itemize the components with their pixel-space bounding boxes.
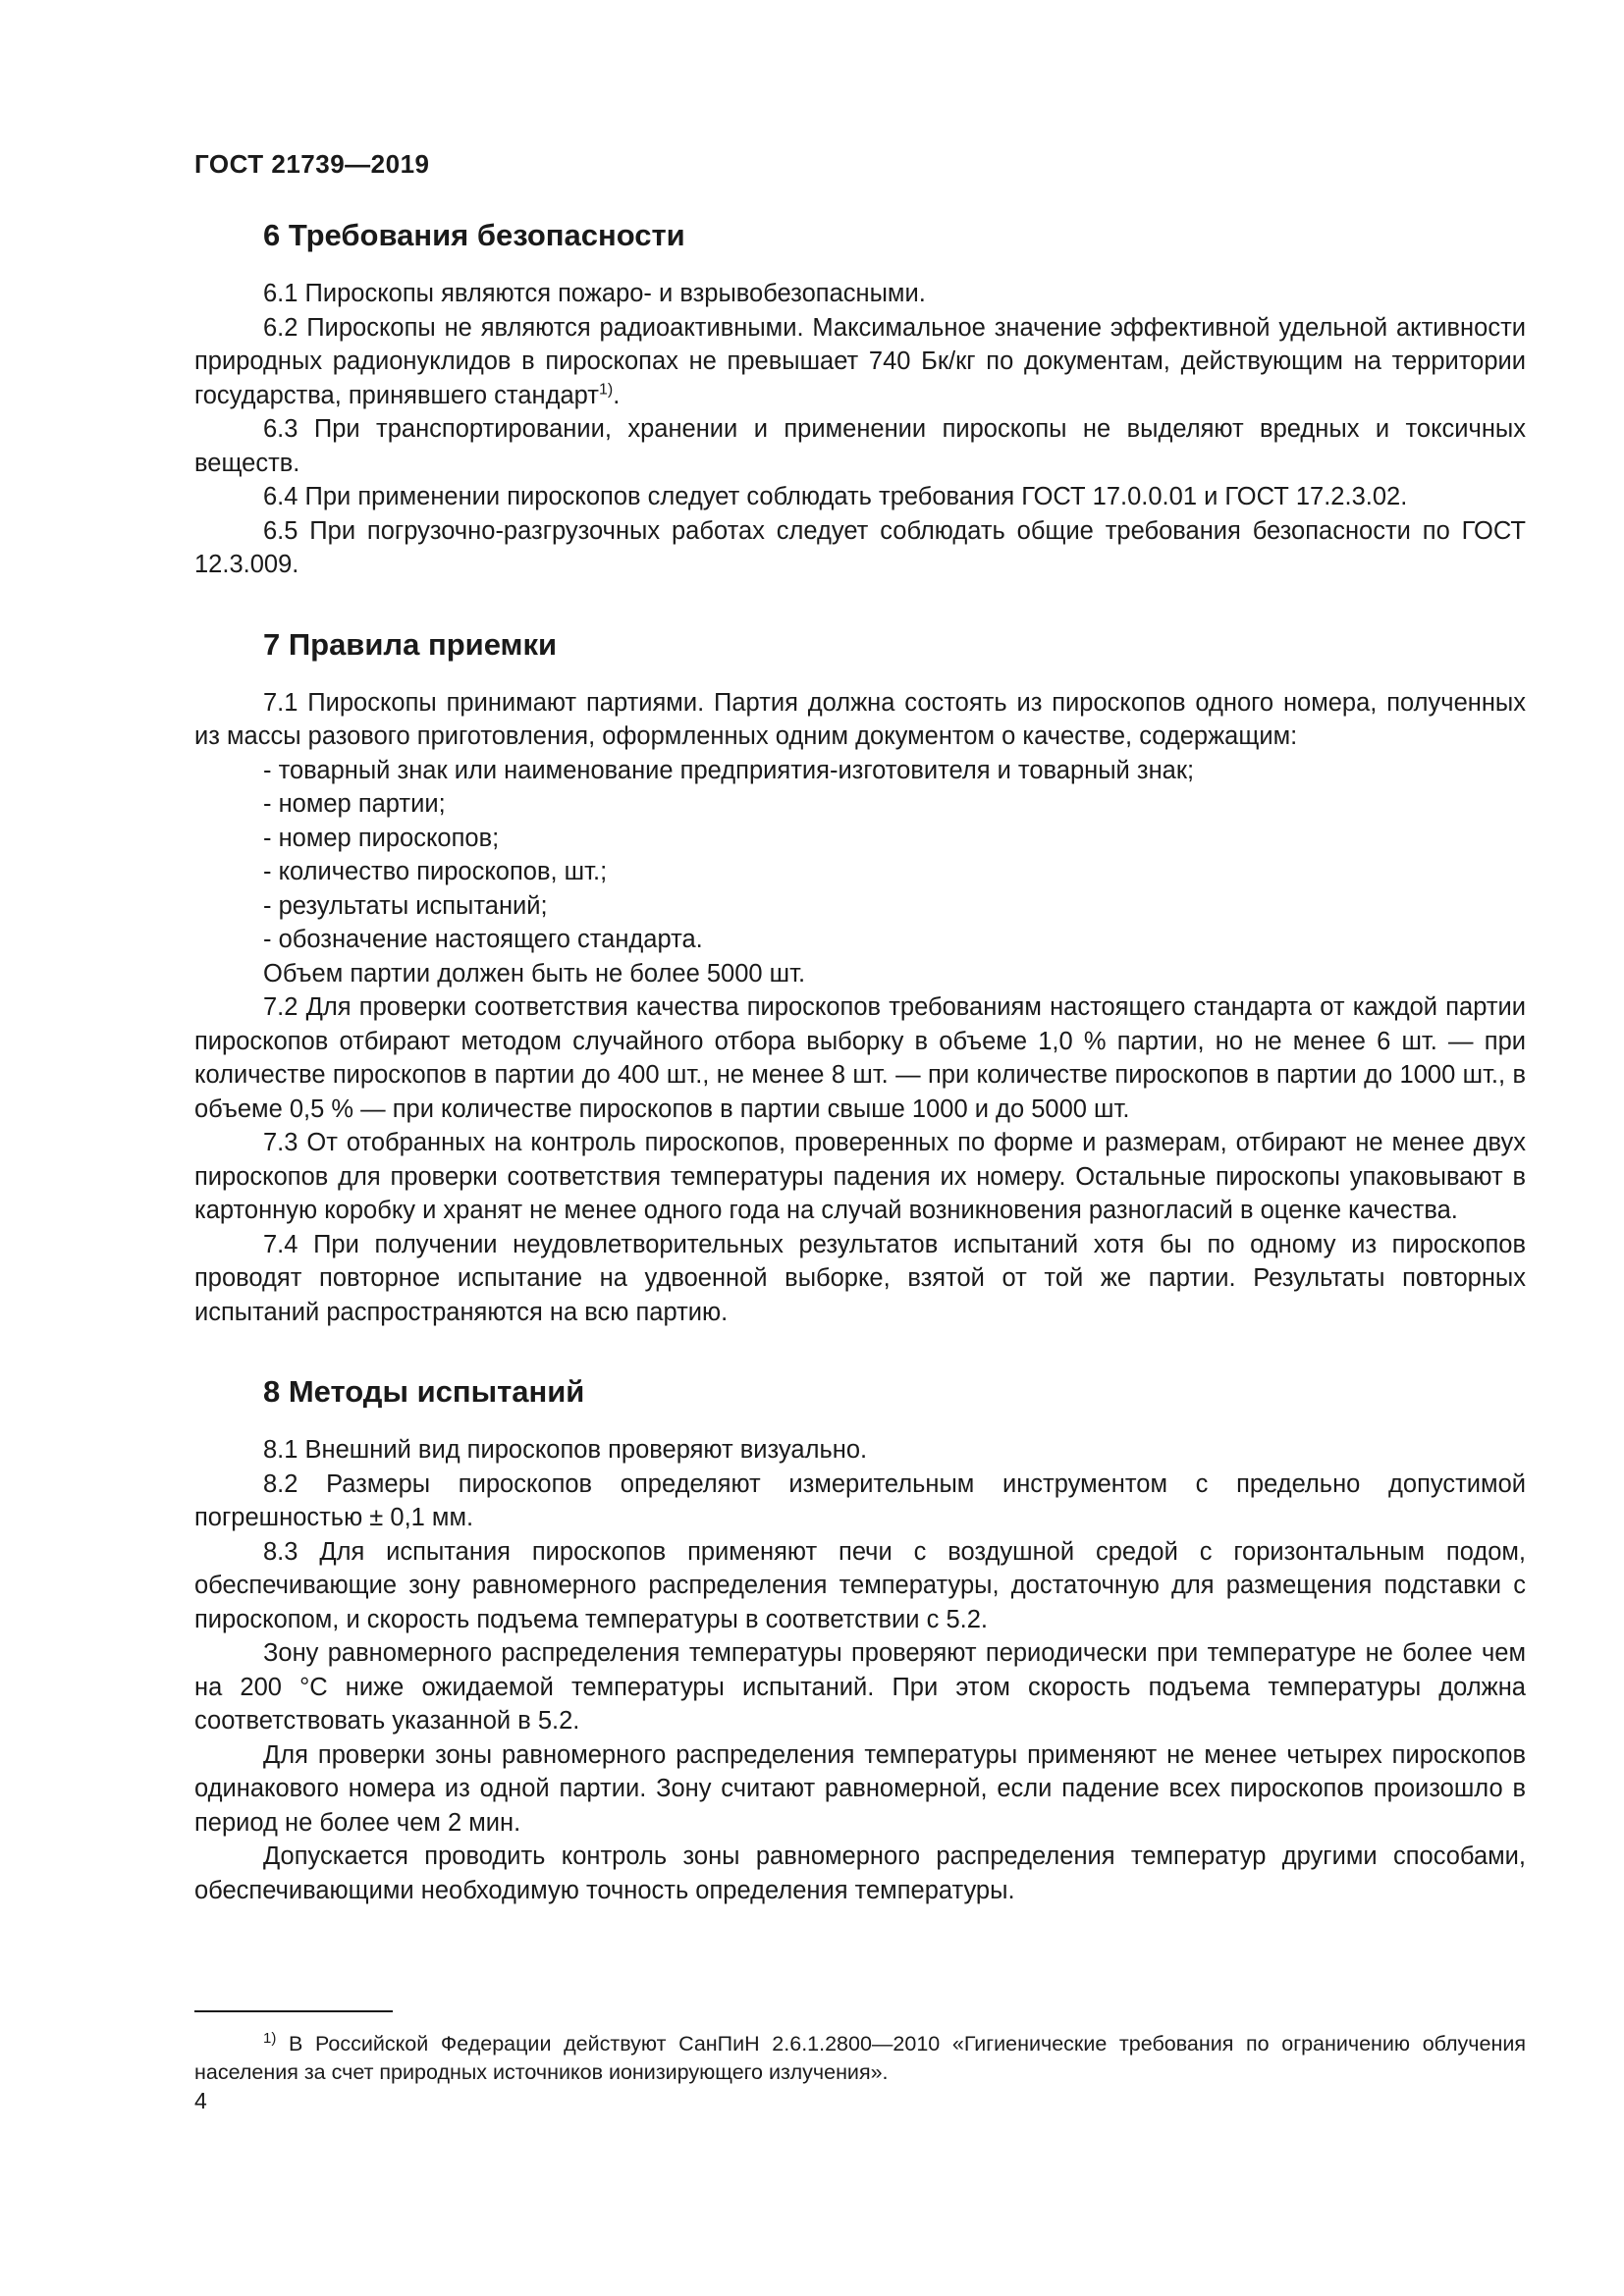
list-item: - обозначение настоящего стандарта. [263,926,703,953]
paragraph-8-3: 8.3 Для испытания пироскопов применяют печи с воздушной средой с горизонтальным подом, обеспечивающие зону равномерного распределения температуры, достаточную для размещения подставки с пироскопом, и скорость подъема температуры в соответствии с 5.2. [194,1537,1526,1633]
paragraph-7-1-tail: Объем партии должен быть не более 5000 шт. [263,959,806,988]
list-item: - товарный знак или наименование предприятия-изготовителя и товарный знак; [263,756,1195,784]
paragraph-6-4: 6.4 При применении пироскопов следует соблюдать требования ГОСТ 17.0.0.01 и ГОСТ 17.2.3.02. [263,483,1408,510]
list-item: - результаты испытаний; [263,891,548,920]
section-8-title: 8 Методы испытаний [263,1374,585,1409]
paragraph-6-2-end: . [613,381,621,409]
paragraph-7-1: 7.1 Пироскопы принимают партиями. Партия должна состоять из пироскопов одного номера, полученных из массы разового приготовления, оформленных одним документом о качестве, содержащим: [194,688,1526,750]
footnote [194,2030,1526,2087]
paragraph-8-2: 8.2 Размеры пироскопов определяют измерительным инструментом с предельно допустимой погрешностью ± 0,1 мм. [194,1469,1526,1531]
footnote-divider [194,2010,393,2012]
document-body [194,216,1526,1907]
paragraph-6-3: 6.3 При транспортировании, хранении и применении пироскопы не выделяют вредных и токсичных веществ. [194,415,1526,477]
paragraph-8-3-note-3: Допускается проводить контроль зоны равномерного распределения температур другими способами, обеспечивающими необходимую точность определения температуры. [194,1842,1526,1904]
list-item: - количество пироскопов, шт.; [263,858,608,885]
paragraph-8-3-note-1: Зону равномерного распределения температуры проверяют периодически при температуре не более чем на 200 °С ниже ожидаемой температуры испытаний. При этом скорость подъема температуры должна соответствовать указанной в 5.2. [194,1639,1526,1735]
paragraph-8-3-note-2: Для проверки зоны равномерного распределения температуры применяют не менее четырех пироскопов одинакового номера из одной партии. Зону считают равномерной, если падение всех пироскопов произошло в период не более чем 2 мин. [194,1740,1526,1837]
footnote-reference: 1) [598,381,614,398]
list-item: - номер пироскопов; [263,824,500,852]
paragraph-6-5: 6.5 При погрузочно-разгрузочных работах следует соблюдать общие требования безопасности по ГОСТ 12.3.009. [194,516,1526,578]
paragraph-7-2: 7.2 Для проверки соответствия качества пироскопов требованиям настоящего стандарта от каждой партии пироскопов отбирают методом случайного отбора выборку в объеме 1,0 % партии, но не менее 6 шт. — при количестве пироскопов в партии до 400 шт., не менее 8 шт. — при количестве пироскопов в партии до 1000 шт., в объеме 0,5 % — при количестве пироскопов в партии свыше 1000 и до 5000 шт. [194,993,1526,1123]
section-6-title: 6 Требования безопасности [263,218,685,252]
paragraph-6-1: 6.1 Пироскопы являются пожаро- и взрывобезопасными. [263,280,926,307]
footnote-text: В Российской Федерации действуют СанПиН 2.6.1.2800—2010 «Гигиенические требования по ограничению облучения населения за счет природных источников ионизирующего излучения». [194,2032,1526,2084]
section-7 [194,625,1526,1330]
section-6 [194,216,1526,582]
paragraph-6-2 [194,311,1526,413]
section-7-title: 7 Правила приемки [263,626,558,662]
section-8 [194,1372,1526,1907]
paragraph-7-3: 7.3 От отобранных на контроль пироскопов, проверенных по форме и размерам, отбирают не менее двух пироскопов для проверки соответствия температуры падения их номеру. Остальные пироскопы упаковывают в картонную коробку и хранят не менее одного года на случай возникновения разногласий в оценке качества. [194,1129,1526,1224]
paragraph-7-4: 7.4 При получении неудовлетворительных результатов испытаний хотя бы по одному из пироскопов проводят повторное испытание на удвоенной выборке, взятой от той же партии. Результаты повторных испытаний распространяются на всю партию. [194,1230,1526,1326]
list-item: - номер партии; [263,790,446,818]
page-number: 4 [194,2088,207,2113]
footnote-mark: 1) [263,2029,277,2047]
document-code-header: ГОСТ 21739—2019 [194,149,430,179]
paragraph-8-1: 8.1 Внешний вид пироскопов проверяют визуально. [263,1436,868,1464]
paragraph-6-2-text: 6.2 Пироскопы не являются радиоактивными. Максимальное значение эффективной удельной активности природных радионуклидов в пироскопах не превышает 740 Бк/кг по документам, действующим на территории государства, принявшего стандарт [194,313,1526,409]
